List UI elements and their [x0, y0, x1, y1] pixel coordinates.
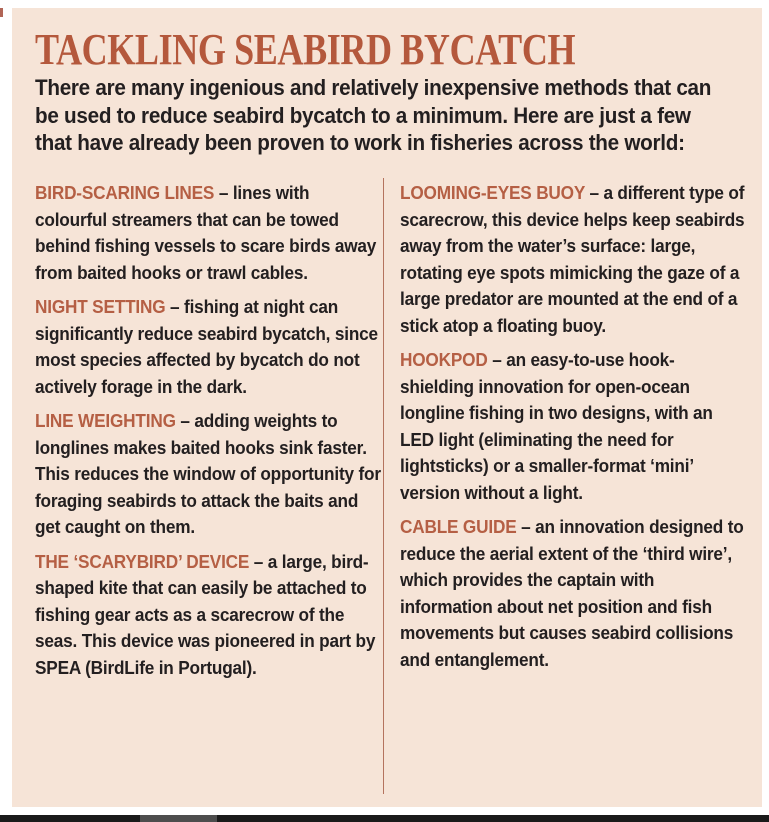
- method-heading: LOOMING-EYES BUOY: [400, 182, 585, 203]
- method-heading: CABLE GUIDE: [400, 516, 517, 537]
- dash-separator: –: [589, 182, 599, 203]
- method-body: fishing at night can significantly reduce seabird bycatch, since most species affected by bycatch do not actively forage in the dark.: [35, 296, 378, 397]
- method-body: adding weights to longlines makes baited hooks sink faster. This reduces the window of opportunity for foraging seabirds to attack the baits and get caught on them.: [35, 410, 381, 537]
- horizontal-scrollbar[interactable]: [0, 815, 769, 822]
- method-heading: NIGHT SETTING: [35, 296, 166, 317]
- method-section-looming-eyes-buoy: [400, 180, 746, 339]
- method-body: lines with colourful streamers that can be towed behind fishing vessels to scare birds away from baited hooks or trawl cables.: [35, 182, 377, 283]
- method-heading: BIRD-SCARING LINES: [35, 182, 215, 203]
- dash-separator: –: [253, 550, 264, 572]
- method-body: a large, bird-shaped kite that can easily be attached to fishing gear acts as a scarecrow of the seas. This device was pioneered in part by SPEA (BirdLife in Portugal).: [35, 550, 376, 678]
- method-section-cable-guide: [400, 514, 746, 673]
- method-section-line-weighting: [35, 408, 381, 541]
- dash-separator: –: [218, 182, 229, 203]
- dash-separator: –: [492, 349, 502, 370]
- method-body: an innovation designed to reduce the aerial extent of the ‘third wire’, which provides the captain with information about net position and fish movements but causes seabird collisions and entanglement.: [400, 516, 744, 670]
- page-title: TACKLING SEABIRD BYCATCH: [35, 25, 576, 74]
- left-column: [35, 180, 381, 689]
- method-body: a different type of scarecrow, this device helps keep seabirds away from the water’s surface: large, rotating eye spots mimicking the gaze of a large predator are mounted at the end of a stick atop a floating buoy.: [400, 182, 745, 336]
- intro-line: There are many ingenious and relatively inexpensive methods that can: [35, 75, 712, 100]
- method-section-night-setting: [35, 294, 381, 400]
- right-column: [400, 180, 746, 681]
- dash-separator: –: [170, 296, 180, 317]
- scrollbar-thumb[interactable]: [140, 815, 217, 822]
- method-body: an easy-to-use hook-shielding innovation for open-ocean longline fishing in two designs, with an LED light (eliminating the need for lightsticks) or a smaller-format ‘mini’ version without a light.: [400, 349, 713, 503]
- method-section-scarybird-device: [35, 549, 381, 682]
- intro-line: that have already been proven to work in fisheries across the world:: [35, 130, 685, 155]
- method-section-bird-scaring-lines: [35, 180, 381, 286]
- dash-separator: –: [521, 516, 531, 537]
- dash-separator: –: [180, 410, 190, 431]
- method-section-hookpod: [400, 347, 746, 506]
- infobox-panel: [12, 8, 762, 807]
- intro-paragraph: [35, 74, 754, 157]
- method-heading: LINE WEIGHTING: [35, 410, 176, 431]
- method-heading: THE ‘SCARYBIRD’ DEVICE: [35, 550, 250, 572]
- page-edge-artifact: [0, 8, 3, 17]
- method-heading: HOOKPOD: [400, 349, 488, 370]
- column-divider: [383, 178, 384, 794]
- intro-line: be used to reduce seabird bycatch to a minimum. Here are just a few: [35, 102, 691, 128]
